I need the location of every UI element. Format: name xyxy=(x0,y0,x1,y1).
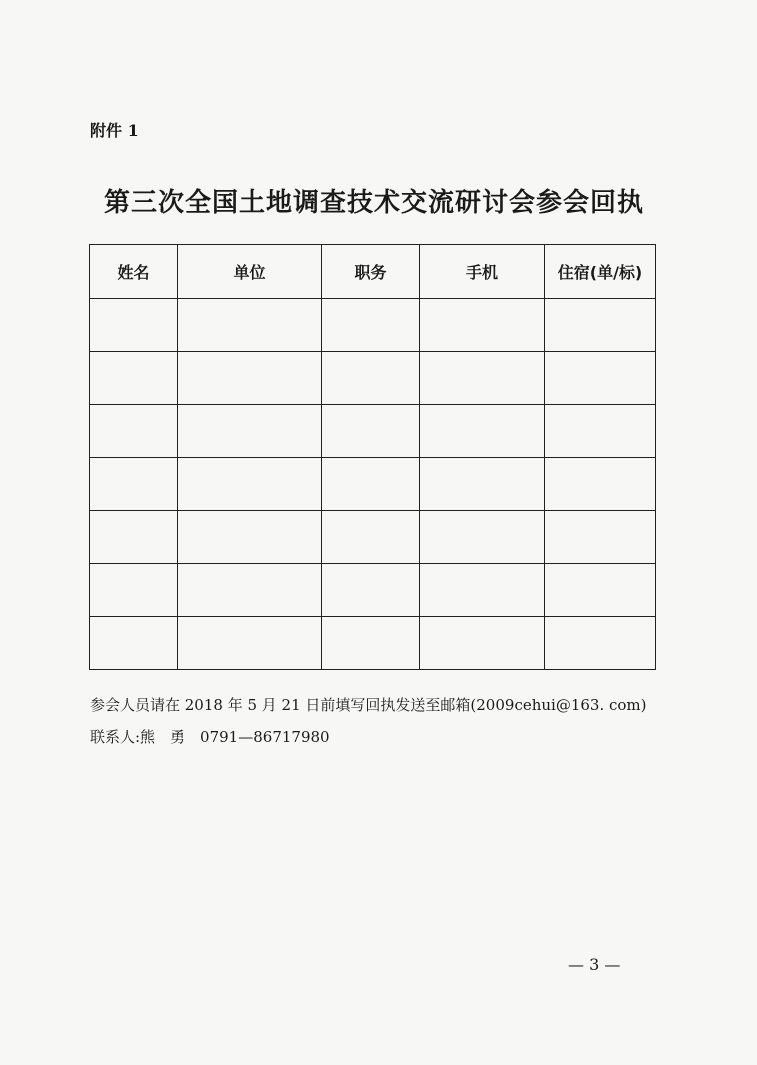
table-row xyxy=(90,617,656,670)
table-cell[interactable] xyxy=(420,299,545,352)
submission-notice: 参会人员请在 2018 年 5 月 21 日前填写回执发送至邮箱(2009cehui@163. com) xyxy=(90,696,647,714)
table-cell[interactable] xyxy=(178,564,322,617)
table-cell[interactable] xyxy=(322,458,420,511)
table-cell[interactable] xyxy=(322,511,420,564)
table-cell[interactable] xyxy=(420,564,545,617)
table-cell[interactable] xyxy=(322,299,420,352)
table-cell[interactable] xyxy=(90,511,178,564)
table-row xyxy=(90,564,656,617)
table-cell[interactable] xyxy=(178,511,322,564)
table-row xyxy=(90,511,656,564)
table-cell[interactable] xyxy=(90,458,178,511)
contact-info: 联系人:熊 勇 0791—86717980 xyxy=(90,728,330,746)
table-cell[interactable] xyxy=(545,352,656,405)
table-cell[interactable] xyxy=(420,405,545,458)
table-cell[interactable] xyxy=(420,617,545,670)
table-cell[interactable] xyxy=(90,564,178,617)
table-cell[interactable] xyxy=(178,299,322,352)
table-cell[interactable] xyxy=(545,511,656,564)
table-cell[interactable] xyxy=(322,564,420,617)
table-cell[interactable] xyxy=(322,405,420,458)
attachment-label: 附件 1 xyxy=(90,121,139,140)
table-cell[interactable] xyxy=(322,352,420,405)
table-cell[interactable] xyxy=(322,617,420,670)
table-row xyxy=(90,352,656,405)
header-lodging: 住宿(单/标) xyxy=(545,245,656,299)
header-mobile: 手机 xyxy=(420,245,545,299)
table-row xyxy=(90,299,656,352)
receipt-table xyxy=(89,244,656,670)
header-unit: 单位 xyxy=(178,245,322,299)
table-cell[interactable] xyxy=(178,617,322,670)
header-position: 职务 xyxy=(322,245,420,299)
table-cell[interactable] xyxy=(90,405,178,458)
header-name: 姓名 xyxy=(90,245,178,299)
table-cell[interactable] xyxy=(90,352,178,405)
table-row xyxy=(90,458,656,511)
page-title: 第三次全国土地调查技术交流研讨会参会回执 xyxy=(104,188,645,218)
table-cell[interactable] xyxy=(545,299,656,352)
table-cell[interactable] xyxy=(420,458,545,511)
table-cell[interactable] xyxy=(90,299,178,352)
table-cell[interactable] xyxy=(178,405,322,458)
table-cell[interactable] xyxy=(90,617,178,670)
page-number: — 3 — xyxy=(568,955,621,974)
table-cell[interactable] xyxy=(178,458,322,511)
table-cell[interactable] xyxy=(545,564,656,617)
table-header-row xyxy=(90,245,656,299)
table-cell[interactable] xyxy=(545,405,656,458)
table-row xyxy=(90,405,656,458)
table-cell[interactable] xyxy=(420,511,545,564)
table-cell[interactable] xyxy=(545,617,656,670)
table-cell[interactable] xyxy=(178,352,322,405)
table-cell[interactable] xyxy=(545,458,656,511)
table-cell[interactable] xyxy=(420,352,545,405)
